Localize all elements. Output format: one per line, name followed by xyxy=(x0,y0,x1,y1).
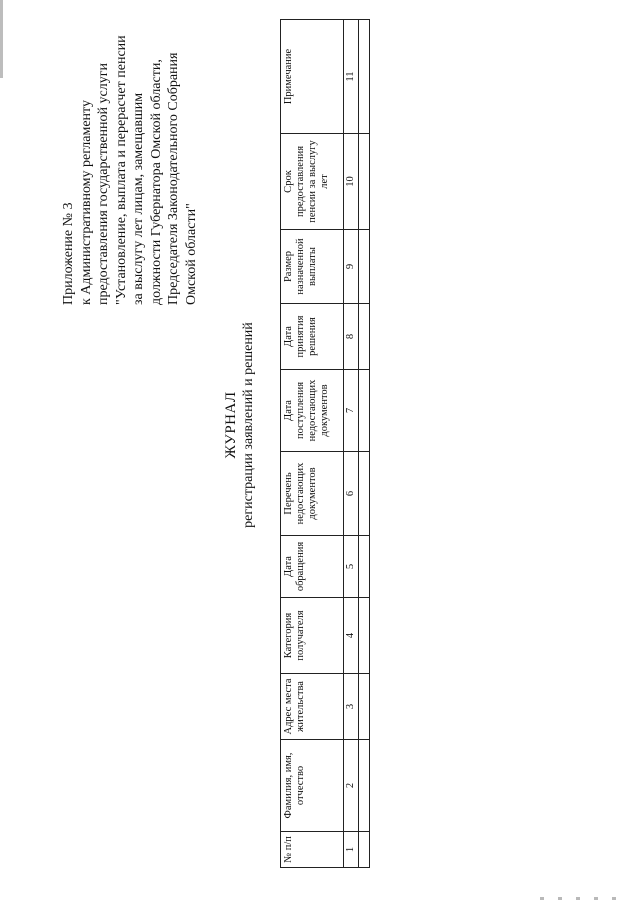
empty-cell xyxy=(359,230,370,304)
empty-cell xyxy=(359,452,370,536)
column-number-cell: 9 xyxy=(344,230,359,304)
empty-table-row xyxy=(359,20,370,868)
column-number-cell: 7 xyxy=(344,370,359,452)
header-cell: Дата принятия решения xyxy=(281,304,344,370)
column-number-cell: 8 xyxy=(344,304,359,370)
registration-journal-table xyxy=(280,19,370,868)
appendix-note xyxy=(60,15,200,305)
empty-cell xyxy=(359,740,370,832)
column-number-cell: 6 xyxy=(344,452,359,536)
appendix-line: предоставления государственной услуги xyxy=(96,63,111,305)
title-main: ЖУРНАЛ xyxy=(223,391,239,459)
empty-cell xyxy=(359,20,370,134)
column-number-cell: 10 xyxy=(344,134,359,230)
appendix-line: к Административному регламенту xyxy=(78,100,94,305)
empty-cell xyxy=(359,304,370,370)
empty-cell xyxy=(359,370,370,452)
column-number-cell: 2 xyxy=(344,740,359,832)
title-subtitle: регистрации заявлений и решений xyxy=(241,322,256,528)
appendix-line: за выслугу лет лицам, замещавшим xyxy=(131,92,146,305)
column-number-cell: 1 xyxy=(344,832,359,868)
header-cell: Срок предоставления пенсии за выслугу лет xyxy=(281,134,344,230)
header-cell: Примечание xyxy=(281,20,344,134)
empty-cell xyxy=(359,674,370,740)
page-footer-marks xyxy=(540,897,620,900)
header-cell: Дата поступления недостающих документов xyxy=(281,370,344,452)
appendix-line: должности Губернатора Омской области, xyxy=(148,59,164,305)
header-cell: Перечень недостающих документов xyxy=(281,452,344,536)
appendix-line: "Установление, выплата и перерасчет пенсии xyxy=(113,35,129,305)
header-cell: Категория получателя xyxy=(281,598,344,674)
header-cell: Адрес места жительства xyxy=(281,674,344,740)
column-number-cell: 4 xyxy=(344,598,359,674)
header-cell: Фамилия, имя, отчество xyxy=(281,740,344,832)
column-number-cell: 3 xyxy=(344,674,359,740)
document-title xyxy=(223,260,257,590)
header-cell: Размер назначенной выплаты xyxy=(281,230,344,304)
empty-cell xyxy=(359,134,370,230)
column-number-cell: 11 xyxy=(344,20,359,134)
appendix-line: Приложение № 3 xyxy=(61,202,76,305)
appendix-line: Омской области" xyxy=(183,203,199,305)
header-cell: № п/п xyxy=(281,832,344,868)
empty-cell xyxy=(359,598,370,674)
column-number-row xyxy=(344,20,359,868)
empty-cell xyxy=(359,536,370,598)
scan-edge-mark xyxy=(0,0,3,78)
header-cell: Дата обращения xyxy=(281,536,344,598)
table-header-row xyxy=(281,20,344,868)
appendix-line: Председателя Законодательного Собрания xyxy=(166,52,181,305)
rotated-document-page xyxy=(45,20,385,880)
empty-cell xyxy=(359,832,370,868)
column-number-cell: 5 xyxy=(344,536,359,598)
